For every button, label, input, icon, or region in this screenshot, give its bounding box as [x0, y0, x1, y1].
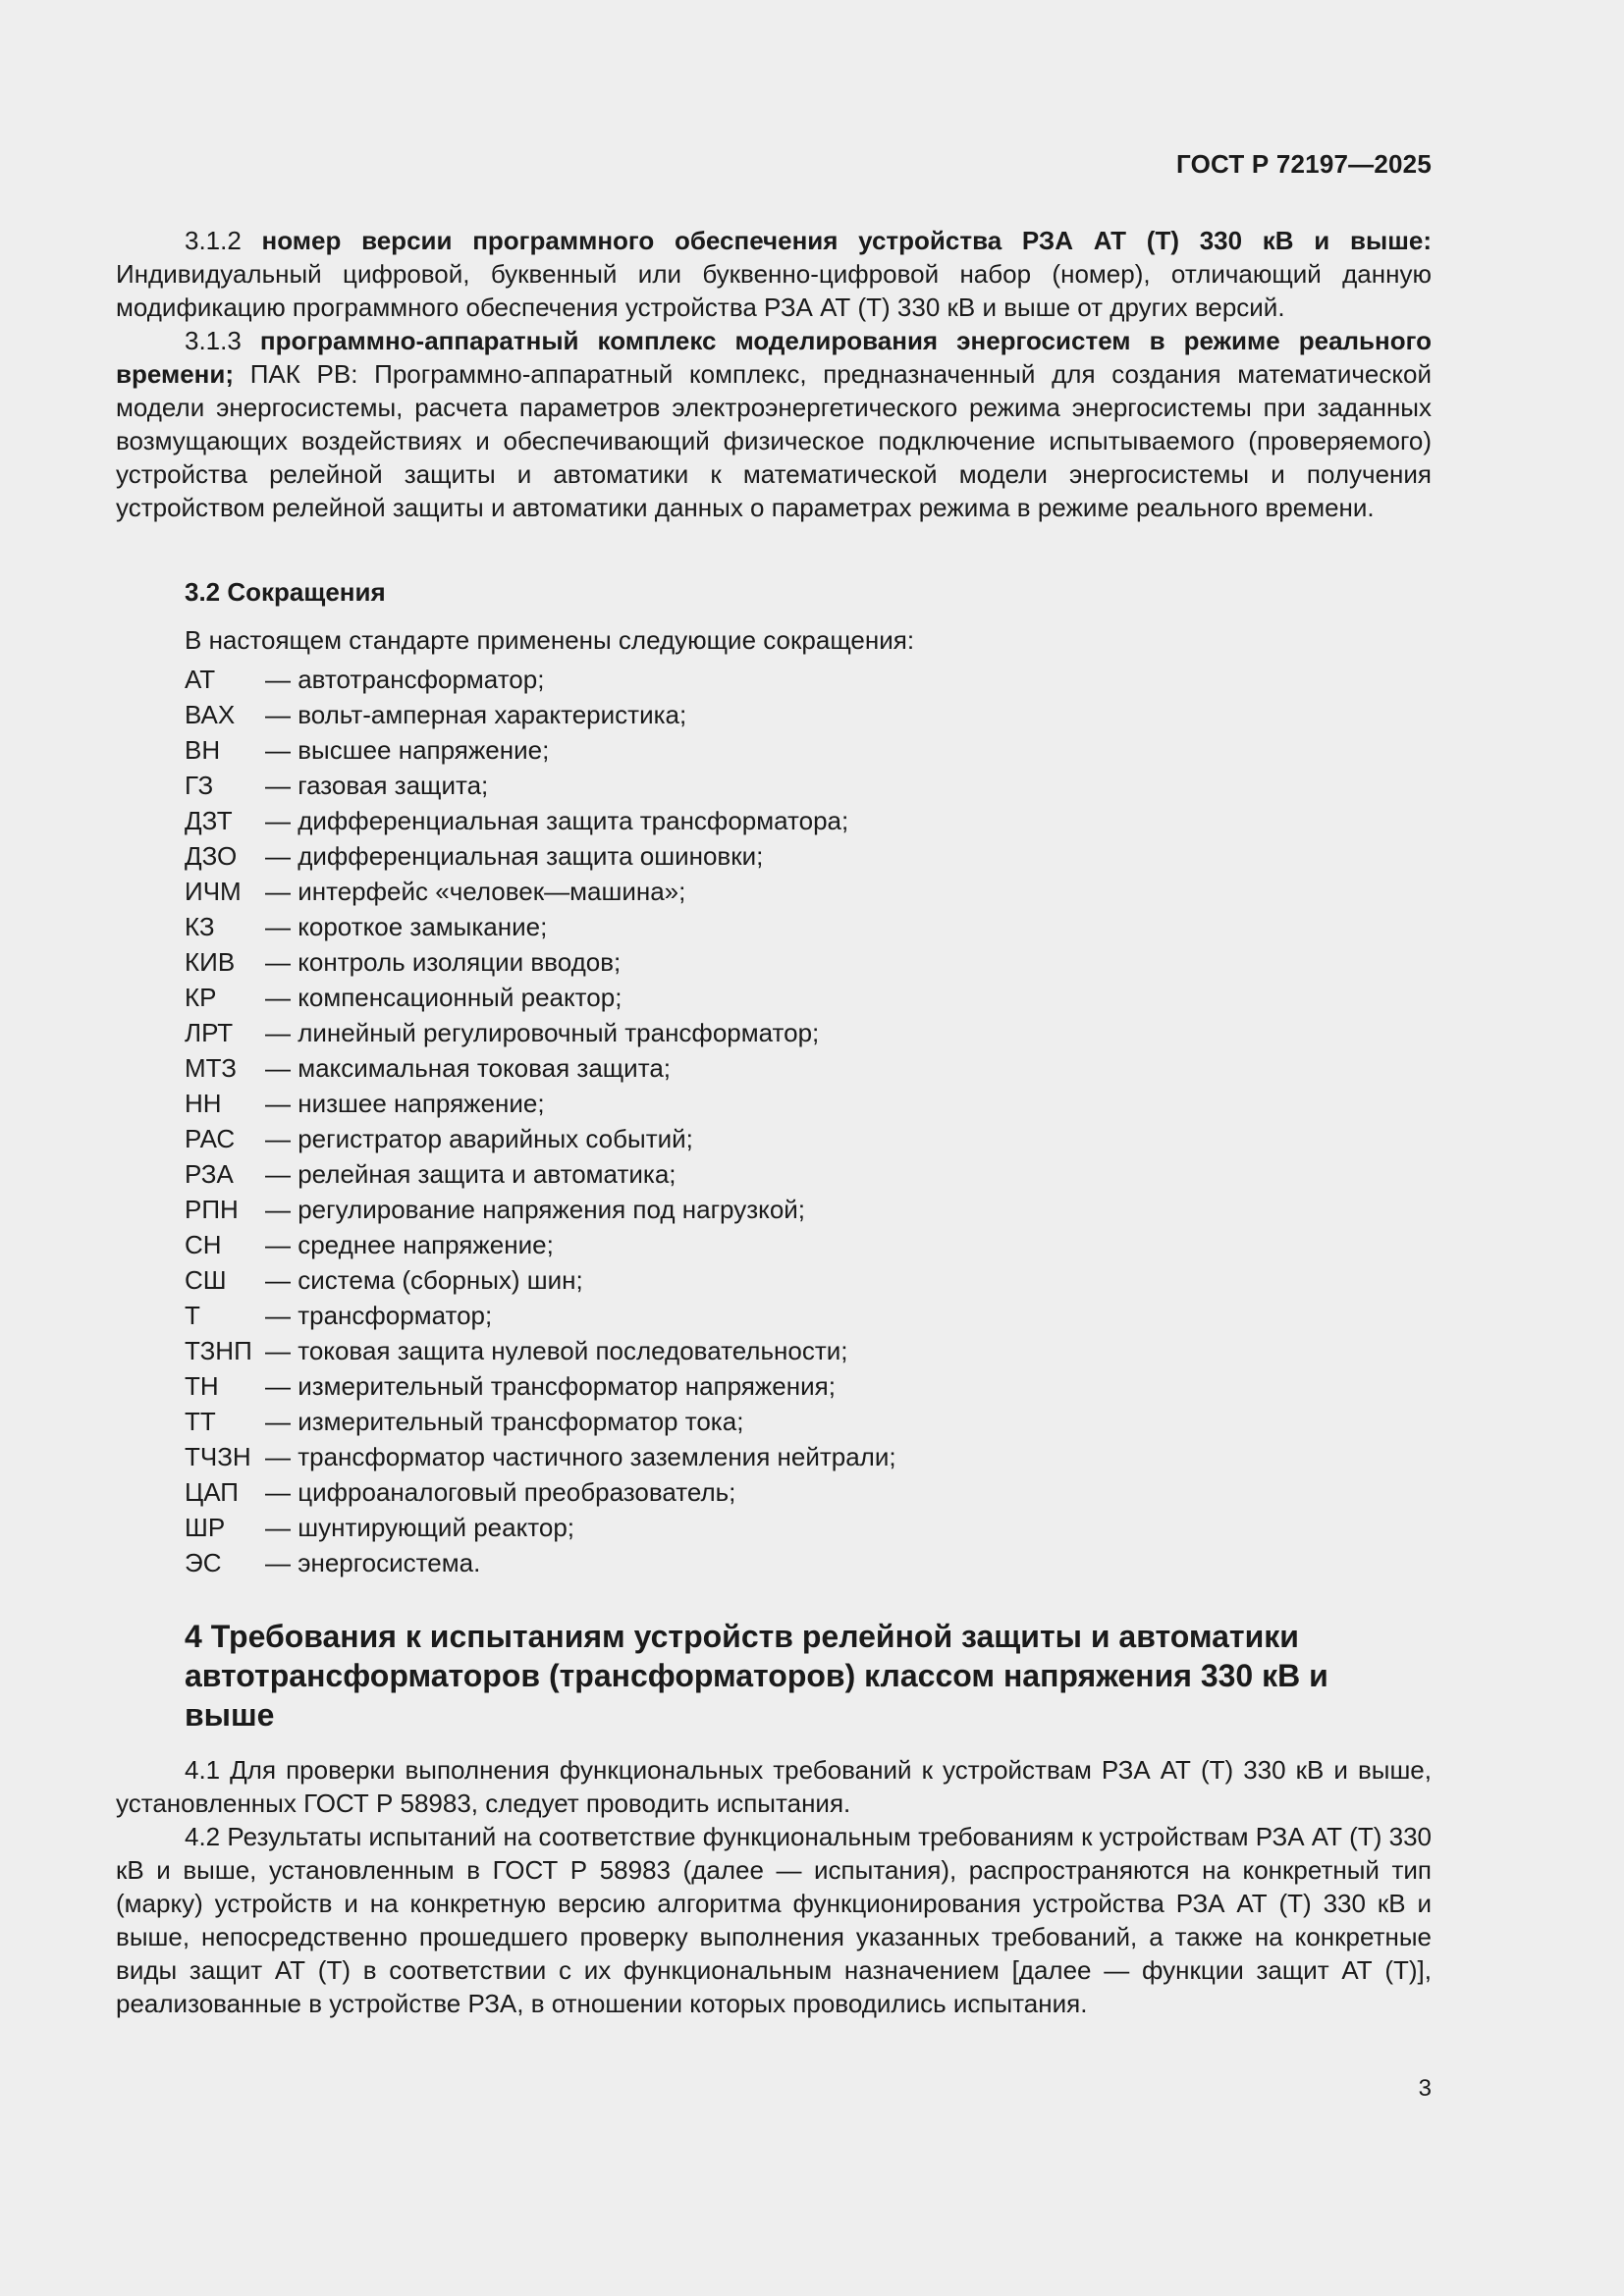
- abbreviation-description: — энергосистема.: [265, 1548, 481, 1577]
- abbreviation-code: СН: [185, 1230, 222, 1259]
- abbreviation-item: [185, 1545, 896, 1580]
- abbreviation-code: Т: [185, 1301, 200, 1330]
- abbreviation-item: [185, 838, 896, 874]
- abbreviation-description: — система (сборных) шин;: [265, 1265, 583, 1295]
- abbreviation-description: — газовая защита;: [265, 771, 489, 800]
- abbreviation-code: ИЧМ: [185, 877, 242, 906]
- abbreviation-code: ДЗО: [185, 841, 238, 871]
- abbreviation-code: ТЧЗН: [185, 1442, 251, 1471]
- abbreviation-item: [185, 1050, 896, 1086]
- abbreviation-description: — измерительный трансформатор тока;: [265, 1407, 744, 1436]
- abbreviation-description: — токовая защита нулевой последовательности;: [265, 1336, 848, 1365]
- abbreviations-list: [185, 662, 896, 1580]
- abbreviation-description: — шунтирующий реактор;: [265, 1513, 575, 1542]
- abbreviation-item: [185, 803, 896, 838]
- definition-text: ПАК РВ: Программно-аппаратный комплекс, предназначенный для создания математической модели энергосистемы, расчета параметров электроэнергетического режима энергосистемы при заданных возмущающих воздействиях и обеспечивающий физическое подключение испытываемого (проверяемого) устройства релейной защиты и автоматики к математической модели энергосистемы и получения устройством релейной защиты и автоматики данных о параметрах режима в режиме реального времени.: [116, 359, 1432, 522]
- abbreviation-item: [185, 1227, 896, 1262]
- abbreviation-description: — контроль изоляции вводов;: [265, 947, 622, 977]
- abbreviation-description: — цифроаналоговый преобразователь;: [265, 1477, 736, 1507]
- abbreviation-code: КР: [185, 983, 217, 1012]
- abbreviation-item: [185, 980, 896, 1015]
- abbreviation-description: — дифференциальная защита ошиновки;: [265, 841, 764, 871]
- abbreviation-item: [185, 697, 896, 732]
- section-4-body: [116, 1753, 1432, 2020]
- abbreviation-code: ТТ: [185, 1407, 216, 1436]
- abbreviation-description: — измерительный трансформатор напряжения;: [265, 1371, 836, 1401]
- abbreviation-description: — регулирование напряжения под нагрузкой;: [265, 1195, 806, 1224]
- section-heading-3-2: 3.2 Сокращения: [185, 577, 386, 607]
- term-bold: программно-аппаратный комплекс моделирования энергосистем в режиме реального времени;: [116, 326, 1432, 389]
- abbreviation-description: — компенсационный реактор;: [265, 983, 623, 1012]
- abbreviation-code: ВН: [185, 735, 221, 765]
- abbreviation-item: [185, 1192, 896, 1227]
- abbreviation-code: ВАХ: [185, 700, 236, 729]
- abbreviation-description: — дифференциальная защита трансформатора;: [265, 806, 849, 835]
- abbreviation-description: — максимальная токовая защита;: [265, 1053, 672, 1083]
- abbreviation-code: ЦАП: [185, 1477, 239, 1507]
- clause-number: 3.1.2: [185, 226, 262, 255]
- abbreviation-code: ТЗНП: [185, 1336, 252, 1365]
- abbreviation-code: ДЗТ: [185, 806, 233, 835]
- abbreviation-code: МТЗ: [185, 1053, 237, 1083]
- abbreviation-code: ЛРТ: [185, 1018, 234, 1047]
- abbreviation-code: КЗ: [185, 912, 215, 941]
- abbreviation-description: — трансформатор частичного заземления нейтрали;: [265, 1442, 896, 1471]
- definition-text: Индивидуальный цифровой, буквенный или буквенно-цифровой набор (номер), отличающий данную модификацию программного обеспечения устройства РЗА АТ (Т) 330 кВ и выше от других версий.: [116, 259, 1432, 322]
- abbreviation-item: [185, 1262, 896, 1298]
- abbreviation-code: НН: [185, 1089, 222, 1118]
- abbreviation-code: РЗА: [185, 1159, 234, 1189]
- paragraph-4-1: 4.1 Для проверки выполнения функциональных требований к устройствам РЗА АТ (Т) 330 кВ и выше, установленных ГОСТ Р 58983, следует проводить испытания.: [116, 1755, 1432, 1818]
- abbreviation-item: [185, 874, 896, 909]
- abbreviation-description: — высшее напряжение;: [265, 735, 550, 765]
- abbreviation-item: [185, 1510, 896, 1545]
- abbreviation-item: [185, 1156, 896, 1192]
- abbreviation-code: ГЗ: [185, 771, 214, 800]
- term-bold: номер версии программного обеспечения устройства РЗА АТ (Т) 330 кВ и выше:: [261, 226, 1432, 255]
- abbreviation-item: [185, 1086, 896, 1121]
- abbreviation-item: [185, 732, 896, 768]
- abbreviation-description: — вольт-амперная характеристика;: [265, 700, 687, 729]
- abbreviation-code: ТН: [185, 1371, 219, 1401]
- abbreviation-item: [185, 1121, 896, 1156]
- abbreviation-item: [185, 1439, 896, 1474]
- clause-number: 3.1.3: [185, 326, 260, 355]
- page-number: 3: [1418, 2075, 1432, 2102]
- abbreviation-description: — трансформатор;: [265, 1301, 493, 1330]
- paragraph-3-1-3: [116, 324, 1432, 524]
- abbreviation-description: — автотрансформатор;: [265, 665, 545, 694]
- document-number: ГОСТ Р 72197—2025: [1176, 149, 1432, 179]
- abbreviation-item: [185, 1404, 896, 1439]
- abbreviation-code: РПН: [185, 1195, 239, 1224]
- abbreviation-code: РАС: [185, 1124, 236, 1153]
- abbreviation-item: [185, 1015, 896, 1050]
- abbreviation-item: [185, 768, 896, 803]
- abbreviation-item: [185, 1333, 896, 1368]
- abbreviation-code: АТ: [185, 665, 216, 694]
- abbreviation-item: [185, 1298, 896, 1333]
- abbreviation-description: — низшее напряжение;: [265, 1089, 545, 1118]
- abbreviation-item: [185, 909, 896, 944]
- section-heading-4: 4 Требования к испытаниям устройств релейной защиты и автоматики автотрансформаторов (трансформаторов) классом напряжения 330 кВ и выше: [185, 1619, 1328, 1733]
- abbreviations-intro: В настоящем стандарте применены следующие сокращения:: [185, 625, 915, 655]
- abbreviation-item: [185, 662, 896, 697]
- abbreviation-description: — регистратор аварийных событий;: [265, 1124, 693, 1153]
- abbreviation-item: [185, 1474, 896, 1510]
- abbreviation-code: КИВ: [185, 947, 236, 977]
- abbreviation-item: [185, 1368, 896, 1404]
- abbreviation-code: СШ: [185, 1265, 227, 1295]
- paragraph-4-2: 4.2 Результаты испытаний на соответствие функциональным требованиям к устройствам РЗА АТ (Т) 330 кВ и выше, установленным в ГОСТ Р 58983 (далее — испытания), распространяются на конкретный тип (марку) устройств и на конкретную версию алгоритма функционирования устройства РЗА АТ (Т) 330 кВ и выше, непосредственно прошедшего проверку выполнения указанных требований, а также на конкретные виды защит АТ (Т) в соответствии с их функциональным назначением [далее — функции защит АТ (Т)], реализованные в устройстве РЗА, в отношении которых проводились испытания.: [116, 1822, 1432, 2018]
- document-page: [116, 0, 1432, 2296]
- abbreviation-code: ЭС: [185, 1548, 222, 1577]
- abbreviation-item: [185, 944, 896, 980]
- definitions-block: [116, 224, 1432, 524]
- abbreviation-description: — линейный регулировочный трансформатор;: [265, 1018, 820, 1047]
- abbreviation-description: — интерфейс «человек—машина»;: [265, 877, 686, 906]
- abbreviation-code: ШР: [185, 1513, 226, 1542]
- abbreviation-description: — релейная защита и автоматика;: [265, 1159, 677, 1189]
- paragraph-3-1-2: [116, 224, 1432, 324]
- abbreviation-description: — короткое замыкание;: [265, 912, 548, 941]
- abbreviation-description: — среднее напряжение;: [265, 1230, 554, 1259]
